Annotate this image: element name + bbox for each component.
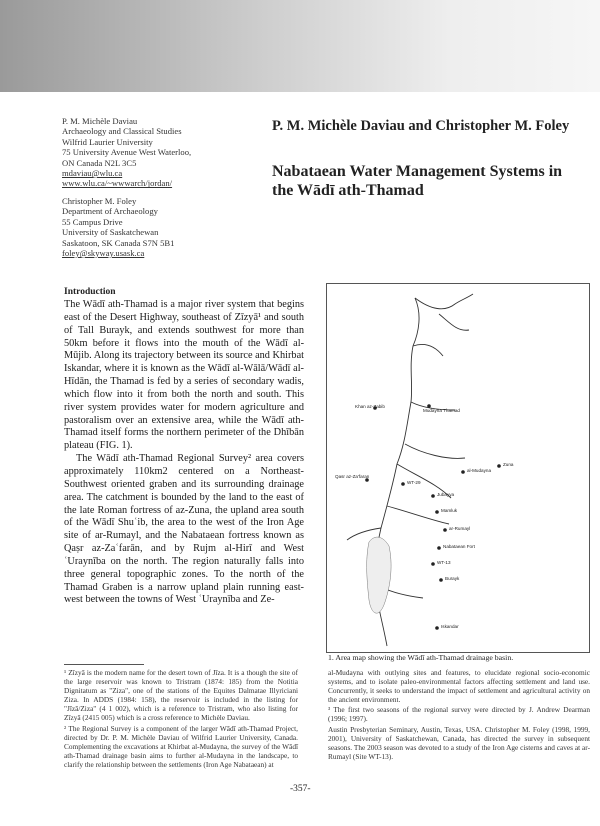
address-line: Department of Archaeology [62,206,158,217]
address-line: Christopher M. Foley [62,196,137,206]
area-map-figure [326,283,590,653]
author-address-foley [62,196,262,258]
address-line: 75 University Avenue West Waterloo, [62,147,192,158]
figure-caption: 1. Area map showing the Wādī ath-Thamad drainage basin. [328,653,514,662]
site-marker [497,464,501,468]
address-line: University of Saskatchewan [62,227,159,238]
site-marker [435,510,439,514]
site-marker [437,546,441,550]
body-column [64,299,304,607]
address-line: ON Canada N2L 3C5 [62,157,137,168]
map-drawing [327,284,589,652]
body-paragraph: The Wādī ath-Thamad Regional Survey² area covers approximately 110km2 centered on a Northeast-Southwest oriented graben and its surrounding drainage area. The catchment is bounded by the land to the east of the late Roman fortress of az-Zuna, the upland area south of the Wādī Shuʿib, the area to the west of the Iron Age site of ar-Rumayl, and the Nabataean fortress known as Qaṣr az-Zaʿfarān, and by Rujm al-Hirī and West ʿUraynība on the north. The region naturally falls into three general topographic zones. To the north of the Thamad Graben is a narrow upland plain running east-west between the towns of West ʿUraynība and Ze- [64,453,304,606]
map-label: WT-13 [437,560,451,565]
wadi-branch [413,344,443,356]
map-label: WT-29 [407,480,421,485]
article-title [272,162,592,200]
site-marker [431,494,435,498]
footnote: ³ The first two seasons of the regional survey were directed by J. Andrew Dearman (1996; 1997). [328,705,590,724]
wadi-branch [415,294,473,309]
footnote: ¹ Zīzyā is the modern name for the desert town of Jīza. It is a though the site of the large reservoir was known to Tristram (1874: 185) from the Notitia Dignitatum as "Ziza", one of the stations of the Equites Dalmatae Illyriciani Ziza. In ADDS (1984: 158), the reservoir is included in the listing for "Jīzā/Ziza" (4 1 002), which is a reference to Tristram, who also listing for Zīzyā (2415 005) which is a cross reference to Michèle Daviau. [64,668,298,723]
map-label: Iskandar [441,624,459,629]
footnote: Austin Presbyterian Seminary, Austin, Texas, USA. Christopher M. Foley (1998, 1999, 2001), University of Saskatchewan, Canada, has directed the survey in subsequent seasons. The 2003 season was devoted to a study of the Iron Age cisterns and caves at ar-Rumayl (Site WT-13). [328,724,590,761]
email-link-foley[interactable]: foley@skyway.usask.ca [62,248,145,259]
header-gray-band [0,0,600,92]
address-line: Saskatoon, SK Canada S7N 5B1 [62,237,175,248]
map-label: al-Mudayna [467,468,492,473]
map-label: Khan az-Zabib [355,404,385,409]
address-line: P. M. Michèle Daviau [62,116,138,126]
site-marker [435,626,439,630]
email-link-daviau[interactable]: mdaviau@wlu.ca [62,168,123,179]
address-line: Wilfrid Laurier University [62,136,153,147]
map-label: Mamluk [441,508,458,513]
address-line: Archaeology and Classical Studies [62,126,182,137]
map-label: Nabataean Fort [443,544,475,549]
footnotes-left [64,668,298,770]
site-marker [439,578,443,582]
footnote-rule [64,664,144,665]
site-marker [401,482,405,486]
title-line: the Wādī ath-Thamad [272,182,424,199]
map-label: Jubayya [437,492,455,497]
page-number: -357- [290,784,311,794]
map-label: Burayk [445,576,460,581]
address-line: 55 Campus Drive [62,216,123,227]
map-label: Zuna [503,462,514,467]
map-label: ar-Rumayl [449,526,471,531]
site-marker [443,528,447,532]
wadi-branch [405,444,465,458]
authors-heading: P. M. Michèle Daviau and Christopher M. Foley [272,118,570,134]
wadi-branch [439,314,469,330]
footnotes-right [328,668,590,762]
map-label: Qasr az-Za'faran [335,474,370,479]
title-line: Nabataean Water Management Systems in [272,163,563,180]
site-marker [431,562,435,566]
map-label: Mudayna Thamad [423,408,460,413]
author-address-daviau [62,116,262,189]
footnote: al-Mudayna with outlying sites and features, to elucidate regional socio-economic systems, and to isolate paleo-environmental factors affecting settlement and land use. Concurrently, it seeks to understand the impact of settlement and agricultural activity on the ancient environment. [328,668,590,705]
website-link[interactable]: www.wlu.ca/~wwwarch/jordan/ [62,178,173,189]
body-paragraph: The Wādī ath-Thamad is a major river system that begins east of the Desert Highway, southeast of Zīzyā¹ and south of Tall Burayk, and extends southwest for more than 50km before it flows into the mouth of the Wādī al-Mūjib. Along its trajectory between its source and Khirbat Iskandar, where it is known as the Wādī al-Wālā/Wādī al-Hīdān, the Thamad is fed by a series of secondary wadis, which flow into it from both the north and south. This river system provides water for modern agriculture and pastoralism over an extensive area, while the Wādī ath-Thamad itself forms the northern perimeter of the Dhībān plateau (FIG. 1). [64,299,304,452]
site-marker [461,470,465,474]
wadi-branch [387,506,449,524]
basin-shade [367,537,391,613]
footnote: ² The Regional Survey is a component of the larger Wādī ath-Thamad Project, directed by Dr. P. M. Michèle Daviau of Wilfrid Laurier University, Canada. Complementing the excavations at Khirbat al-Mudayna, the survey of the Wādī ath-Thamad drainage basin aims to further al-Mudayna in the landscape, to clarify the relationship between the settlements (Iron Age Nabataean) at [64,723,298,769]
section-heading: Introduction [64,287,116,297]
